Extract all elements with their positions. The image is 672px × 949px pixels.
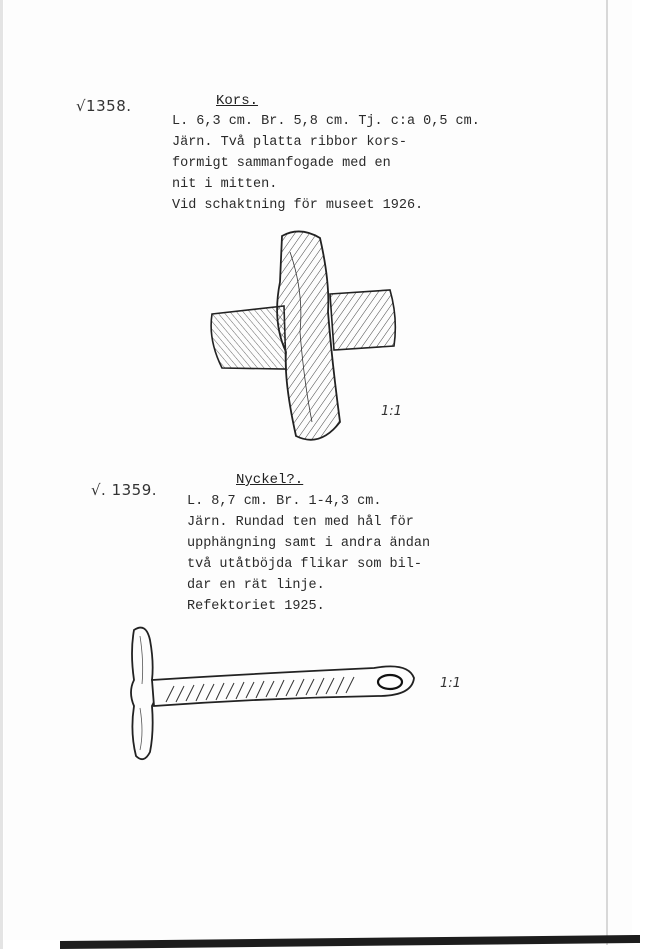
description-line: formigt sammanfogade med en — [172, 156, 391, 171]
description-line: Vid schaktning för museet 1926. — [172, 198, 424, 213]
key-drawing — [126, 622, 426, 767]
description-line: L. 8,7 cm. Br. 1-4,3 cm. — [187, 494, 382, 509]
description-line: upphängning samt i andra ändan — [187, 536, 431, 551]
description-line: två utåtböjda flikar som bil- — [187, 557, 422, 572]
description-line: L. 6,3 cm. Br. 5,8 cm. Tj. c:a 0,5 cm. — [172, 114, 480, 129]
entry-title: Nyckel?. — [236, 472, 304, 488]
entry-number: √1358. — [76, 97, 132, 115]
description-line: Järn. Två platta ribbor kors- — [172, 135, 407, 150]
description-line: Järn. Rundad ten med hål för — [187, 515, 414, 530]
description-line: dar en rät linje. — [187, 578, 325, 593]
entry-description — [187, 491, 430, 617]
page-left-edge — [0, 0, 3, 949]
entry-description — [172, 111, 480, 216]
scale-label: 1:1 — [440, 676, 461, 691]
entry-title: Kors. — [216, 93, 259, 109]
description-line: nit i mitten. — [172, 177, 278, 192]
scale-label: 1:1 — [381, 404, 402, 419]
entry-number: √. 1359. — [91, 481, 158, 499]
cross-drawing — [200, 222, 410, 452]
description-line: Refektoriet 1925. — [187, 599, 325, 614]
page-right-edge — [606, 0, 608, 945]
